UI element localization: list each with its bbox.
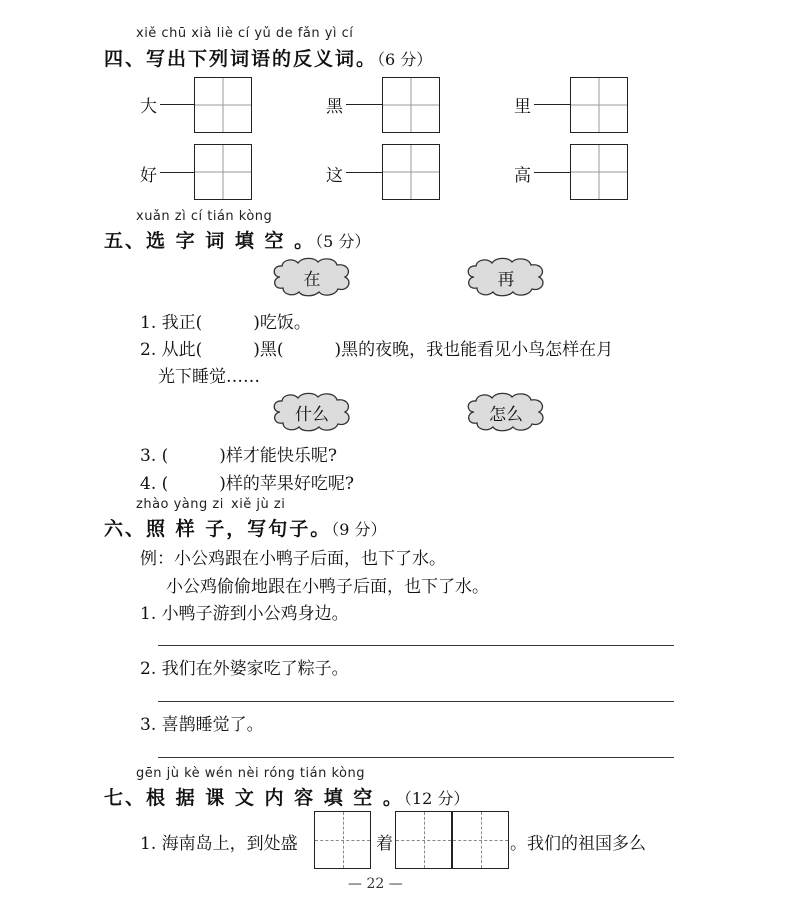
answer-line-2[interactable] [158,701,674,702]
antonym-word-3: 里 [514,97,531,117]
text-fill-box-1[interactable] [314,811,371,869]
text-fill-box-3[interactable] [452,811,509,869]
answer-box-6[interactable] [570,144,628,200]
section6-score: （9 分） [331,520,387,539]
section5-title: 五、选 字 词 填 空 。 [104,230,316,252]
answer-box-1[interactable] [194,77,252,133]
section4-score: （6 分） [377,50,433,69]
rewrite-question-3: 3. 喜鹊睡觉了。 [140,715,264,735]
fill-question-4: 4. ( )样的苹果好吃呢? [140,474,355,494]
answer-line-3[interactable] [158,757,674,758]
word-cloud-zai2 [464,257,548,297]
answer-box-5[interactable] [382,144,440,200]
connector-line [346,172,382,173]
section7-title: 七、根 据 课 文 内 容 填 空 。 [104,787,404,809]
section6-pinyin-a: zhào yàng zi [136,497,224,512]
connector-line [160,104,194,105]
text-fill-question-1-part2: 着 [376,834,393,854]
answer-box-4[interactable] [194,144,252,200]
rewrite-question-1: 1. 小鸭子游到小公鸡身边。 [140,604,349,624]
word-cloud-zai [270,257,354,297]
antonym-word-1: 大 [140,97,157,117]
section6-pinyin-b: xiě jù zi [231,497,286,512]
fill-question-3: 3. ( )样才能快乐呢? [140,446,338,466]
connector-line [534,104,570,105]
connector-line [160,172,194,173]
section4-heading [104,44,432,71]
antonym-word-6: 高 [514,166,531,186]
antonym-word-4: 好 [140,166,157,186]
fill-question-2-line2: 光下睡觉…… [158,367,260,387]
answer-line-1[interactable] [158,645,674,646]
fill-question-1: 1. 我正( )吃饭。 [140,313,311,333]
section7-heading [104,783,469,810]
antonym-word-5: 这 [326,166,343,186]
connector-line [346,104,382,105]
section7-score: （12 分） [403,789,470,808]
section6-heading [104,514,387,541]
cloud-word-shenme: 什么 [295,404,329,425]
cloud-word-zai2: 再 [497,269,515,290]
page-number: — 22 — [348,876,403,892]
text-fill-question-1-part3: 。我们的祖国多么 [510,834,646,854]
rewrite-question-2: 2. 我们在外婆家吃了粽子。 [140,659,349,679]
example-sentence-2: 小公鸡偷偷地跟在小鸭子后面，也下了水。 [166,577,489,597]
answer-box-2[interactable] [382,77,440,133]
text-fill-box-2[interactable] [395,811,452,869]
word-cloud-shenme [270,392,354,432]
antonym-word-2: 黑 [326,97,343,117]
cloud-word-zai: 在 [303,269,321,290]
text-fill-question-1-part1: 1. 海南岛上，到处盛 [140,834,298,854]
section7-pinyin: gēn jù kè wén nèi róng tián kòng [136,766,365,781]
section4-pinyin: xiě chū xià liè cí yǔ de fǎn yì cí [136,26,354,41]
word-cloud-zenme [464,392,548,432]
answer-box-3[interactable] [570,77,628,133]
section6-title: 六、照 样 子，写句子。 [104,518,332,540]
section5-score: （5 分） [315,232,371,251]
section5-heading [104,226,370,253]
section5-pinyin: xuǎn zì cí tián kòng [136,209,273,224]
connector-line [534,172,570,173]
cloud-word-zenme: 怎么 [489,404,523,425]
section4-title: 四、写出下列词语的反义词。 [104,48,378,70]
example-sentence-1: 例：小公鸡跟在小鸭子后面，也下了水。 [140,549,446,569]
fill-question-2-line1: 2. 从此( )黑( )黑的夜晚，我也能看见小鸟怎样在月 [140,340,614,360]
